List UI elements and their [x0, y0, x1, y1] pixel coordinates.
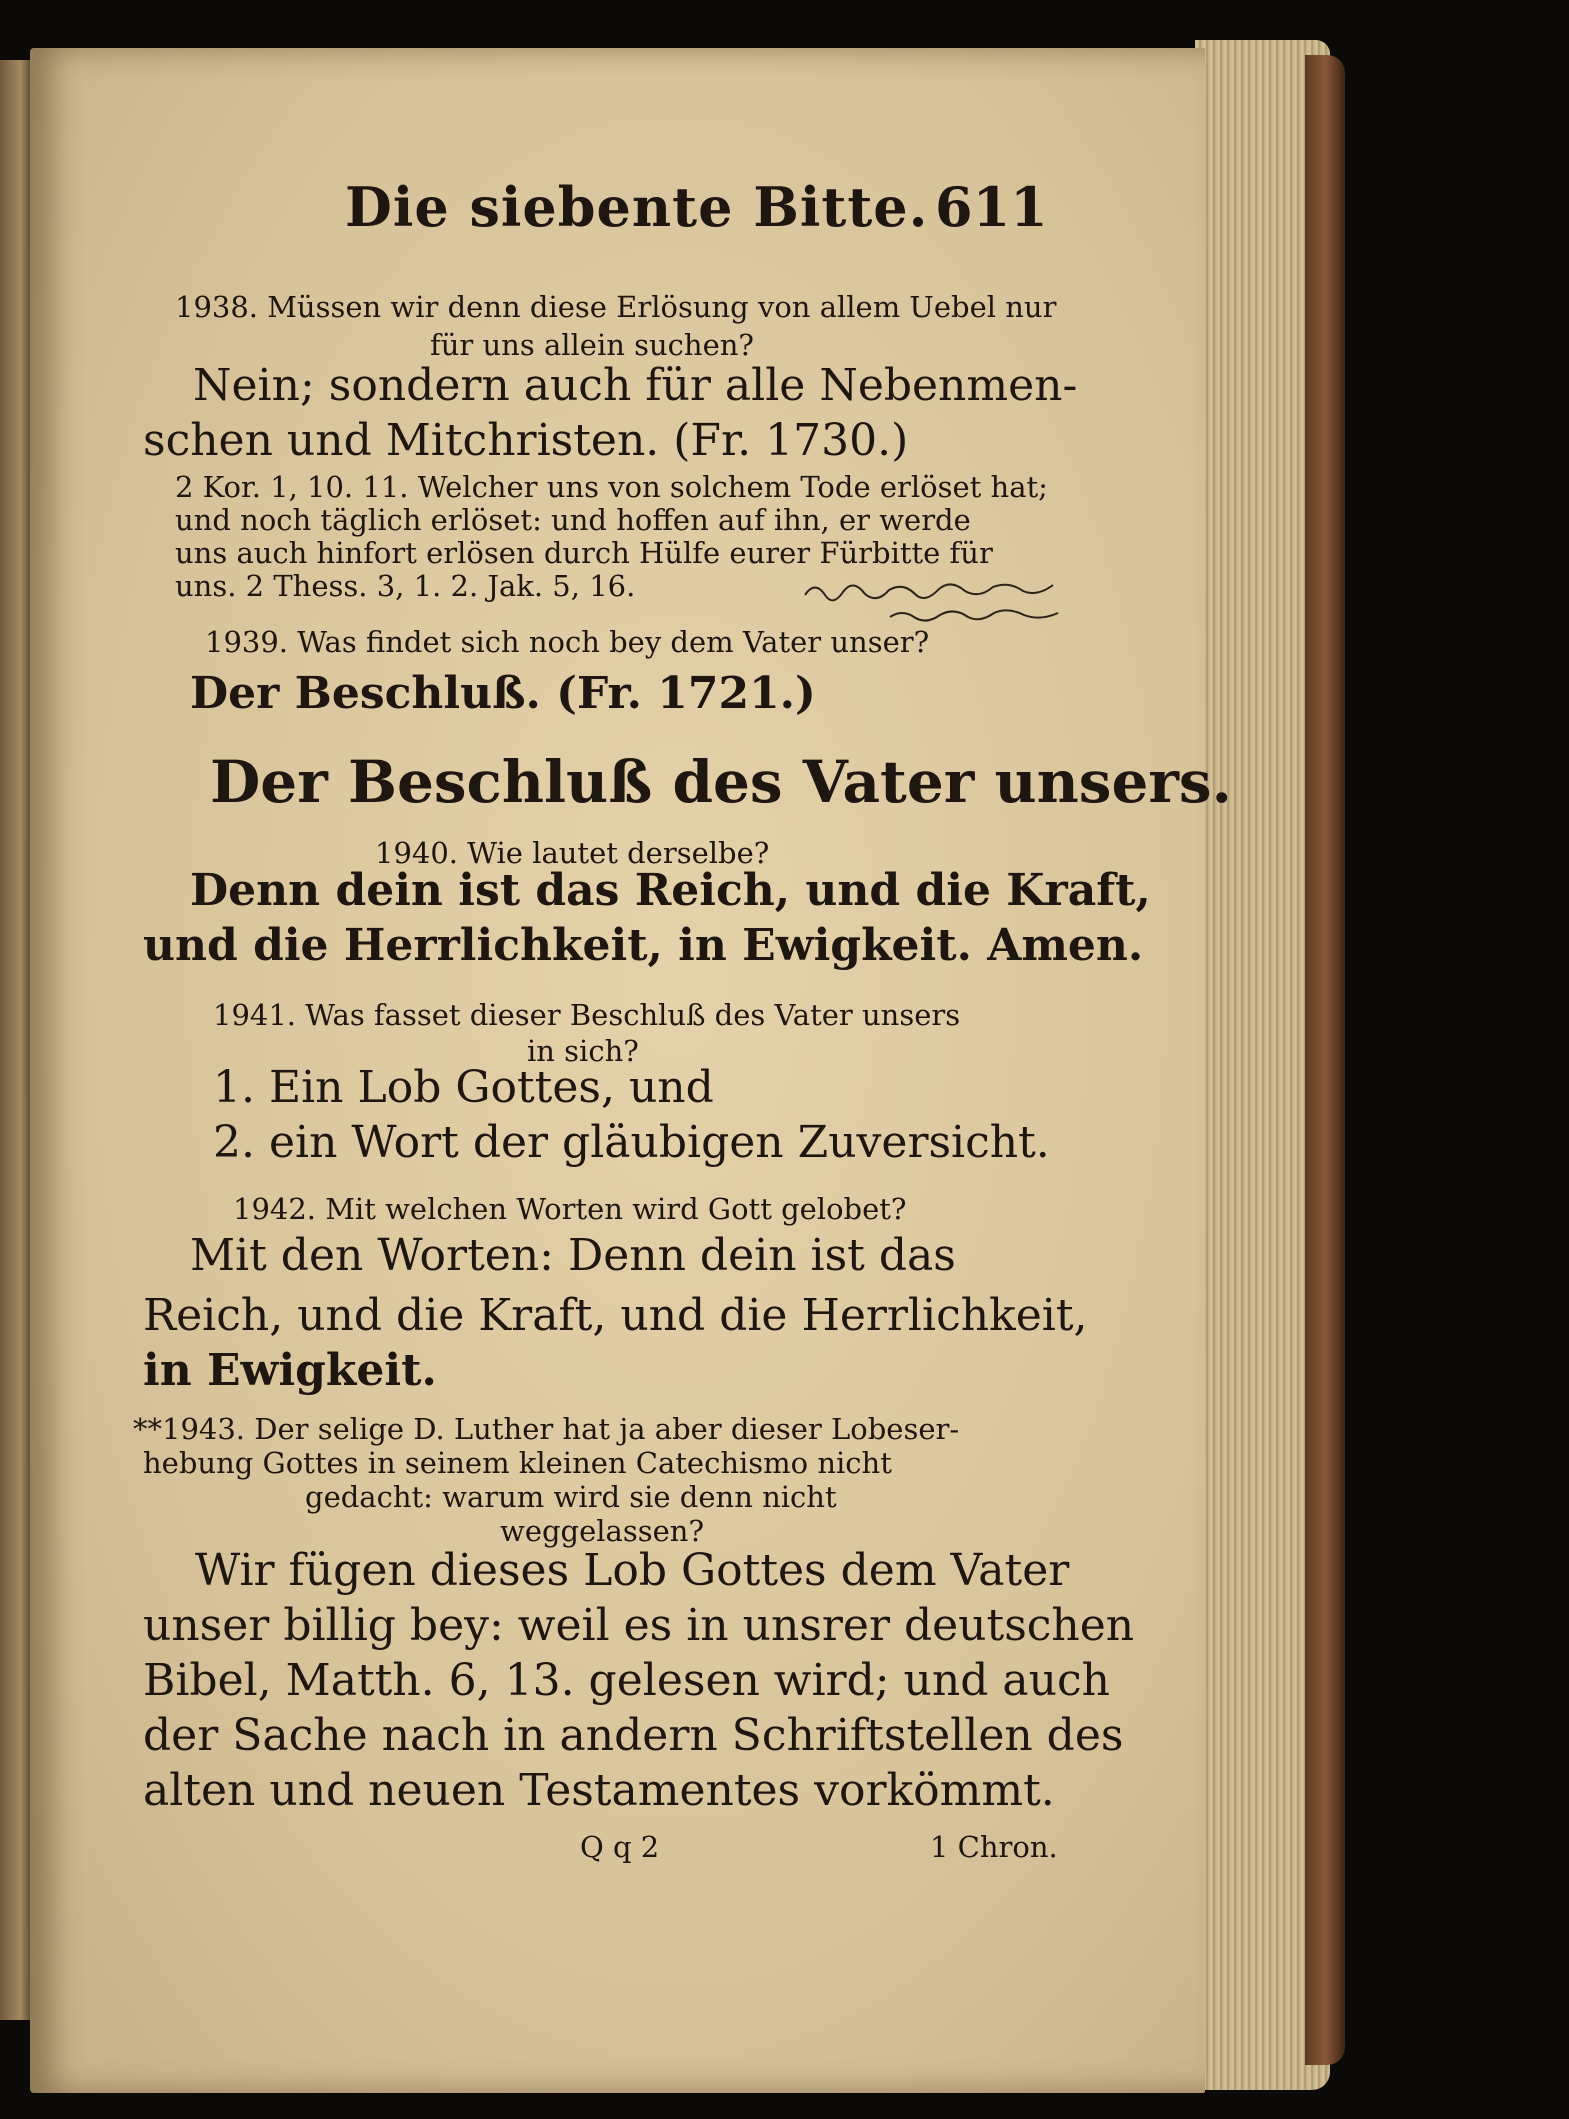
- citation-line3: uns auch hinfort erlösen durch Hülfe eurer Fürbitte für: [175, 536, 993, 570]
- answer-1942-line3: in Ewigkeit.: [143, 1345, 437, 1396]
- running-header: Die siebente Bitte.: [345, 175, 929, 239]
- question-1938-line2: für uns allein suchen?: [430, 328, 754, 362]
- question-1941-line1: 1941. Was fasset dieser Beschluß des Vater unsers: [213, 998, 961, 1032]
- citation-line4: uns. 2 Thess. 3, 1. 2. Jak. 5, 16.: [175, 569, 636, 603]
- question-1941-line2: in sich?: [527, 1034, 639, 1068]
- question-1938-line1: 1938. Müssen wir denn diese Erlösung von allem Uebel nur: [175, 290, 1057, 324]
- signature-mark: Q q 2: [580, 1830, 660, 1864]
- question-1942: 1942. Mit welchen Worten wird Gott gelobet?: [233, 1192, 907, 1226]
- answer-1940-line1: Denn dein ist das Reich, und die Kraft,: [190, 865, 1151, 916]
- catchword: 1 Chron.: [930, 1830, 1058, 1864]
- book-cover-edge: [1305, 55, 1345, 2065]
- question-1939: 1939. Was findet sich noch bey dem Vater unser?: [205, 625, 930, 659]
- answer-1938-line2: schen und Mitchristen. (Fr. 1730.): [143, 415, 909, 466]
- answer-1941-line1: 1. Ein Lob Gottes, und: [213, 1062, 714, 1113]
- answer-1943-line2: unser billig bey: weil es in unsrer deutschen: [143, 1600, 1135, 1651]
- section-heading: Der Beschluß des Vater unsers.: [210, 748, 1232, 816]
- answer-1941-line2: 2. ein Wort der gläubigen Zuversicht.: [213, 1117, 1050, 1168]
- question-1943-line2: hebung Gottes in seinem kleinen Catechismo nicht: [143, 1446, 892, 1480]
- question-1943-line1: **1943. Der selige D. Luther hat ja aber dieser Lobeser-: [133, 1412, 960, 1446]
- answer-1938-line1: Nein; sondern auch für alle Nebenmen-: [193, 360, 1078, 411]
- answer-1943-line5: alten und neuen Testamentes vorkömmt.: [143, 1765, 1055, 1816]
- answer-1943-line3: Bibel, Matth. 6, 13. gelesen wird; und auch: [143, 1655, 1110, 1706]
- citation-line1: 2 Kor. 1, 10. 11. Welcher uns von solchem Tode erlöset hat;: [175, 470, 1048, 504]
- answer-1942-line1: Mit den Worten: Denn dein ist das: [190, 1230, 956, 1281]
- question-1943-line3: gedacht: warum wird sie denn nicht: [305, 1480, 837, 1514]
- page-number: 611: [935, 175, 1048, 239]
- answer-1940-line2: und die Herrlichkeit, in Ewigkeit. Amen.: [143, 920, 1144, 971]
- answer-1942-line2: Reich, und die Kraft, und die Herrlichkeit,: [143, 1290, 1088, 1341]
- question-1940: 1940. Wie lautet derselbe?: [375, 836, 770, 870]
- left-page-edge: [0, 60, 34, 2020]
- answer-1943-line1: Wir fügen dieses Lob Gottes dem Vater: [195, 1545, 1070, 1596]
- answer-1943-line4: der Sache nach in andern Schriftstellen des: [143, 1710, 1124, 1761]
- citation-line2: und noch täglich erlöset: und hoffen auf ihn, er werde: [175, 503, 971, 537]
- question-1943-line4: weggelassen?: [500, 1514, 704, 1548]
- answer-1939: Der Beschluß. (Fr. 1721.): [190, 668, 816, 719]
